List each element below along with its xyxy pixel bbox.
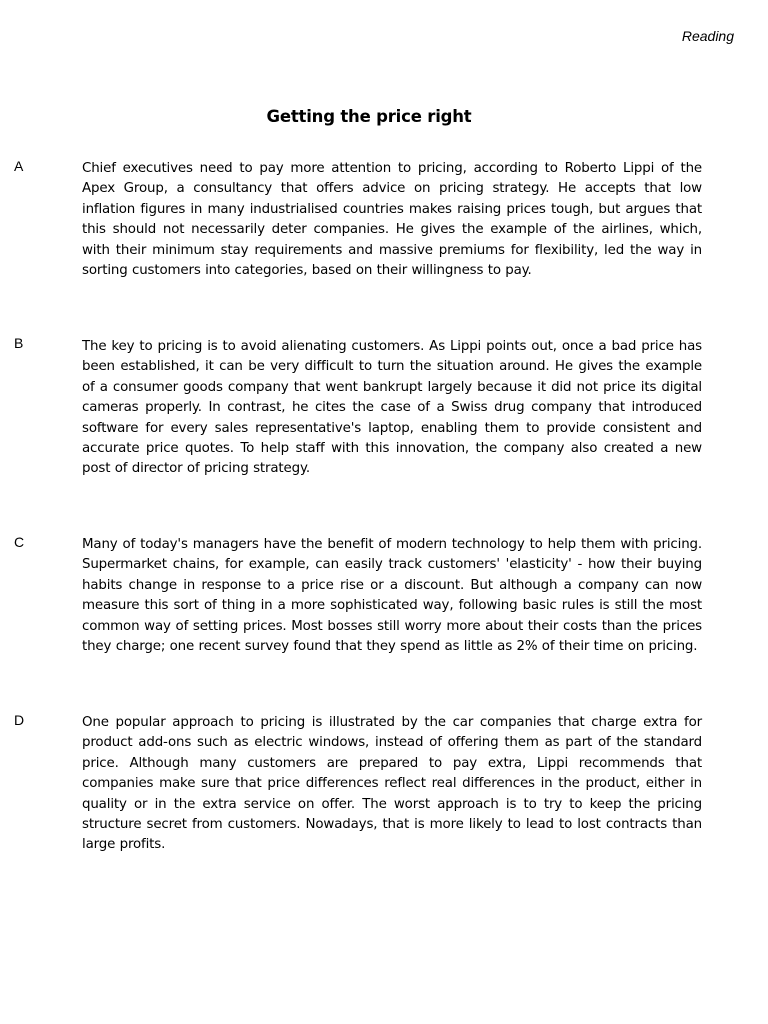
page-header-label: Reading xyxy=(681,28,734,44)
section-paragraph: The key to pricing is to avoid alienating customers. As Lippi points out, once a bad price has been established, it can be very difficult to turn the situation around. He gives the example of a consumer goods company that went bankrupt largely because it did not price its digital cameras properly. In contrast, he cites the case of a Swiss drug company that introduced software for every sales representative's laptop, enabling them to provide consistent and accurate price quotes. To help staff with this innovation, the company also created a new post of director of pricing strategy. xyxy=(82,339,702,477)
page-title: Getting the price right xyxy=(266,107,472,126)
section-letter: A xyxy=(14,158,24,174)
section-letter: B xyxy=(14,335,24,351)
section-paragraph: Chief executives need to pay more attention to pricing, according to Roberto Lippi of the Apex Group, a consultancy that offers advice on pricing strategy. He accepts that low inflation figures in many industrialised countries makes raising prices tough, but argues that this should not necessarily deter companies. He gives the example of the airlines, which, with their minimum stay requirements and massive premiums for flexibility, led the way in sorting customers into categories, based on their willingness to pay. xyxy=(82,161,702,279)
section-paragraph: One popular approach to pricing is illustrated by the car companies that charge extra for product add-ons such as electric windows, instead of offering them as part of the standard price. Although many customers are prepared to pay extra, Lippi recommends that companies make sure that price differences reflect real differences in the product, either in quality or in the extra service on offer. The worst approach is to try to keep the pricing structure secret from customers. Nowadays, that is more likely to lead to lost contracts than large profits. xyxy=(82,715,702,853)
section-letter: D xyxy=(14,712,25,728)
section-paragraph: Many of today's managers have the benefit of modern technology to help them with pricing. Supermarket chains, for example, can easily track customers' 'elasticity' - how their buying habits change in response to a price rise or a discount. But although a company can now measure this sort of thing in a more sophisticated way, following basic rules is still the most common way of setting prices. Most bosses still worry more about their costs than the prices they charge; one recent survey found that they spend as little as 2% of their time on pricing. xyxy=(82,537,702,655)
section-letter: C xyxy=(14,534,25,550)
